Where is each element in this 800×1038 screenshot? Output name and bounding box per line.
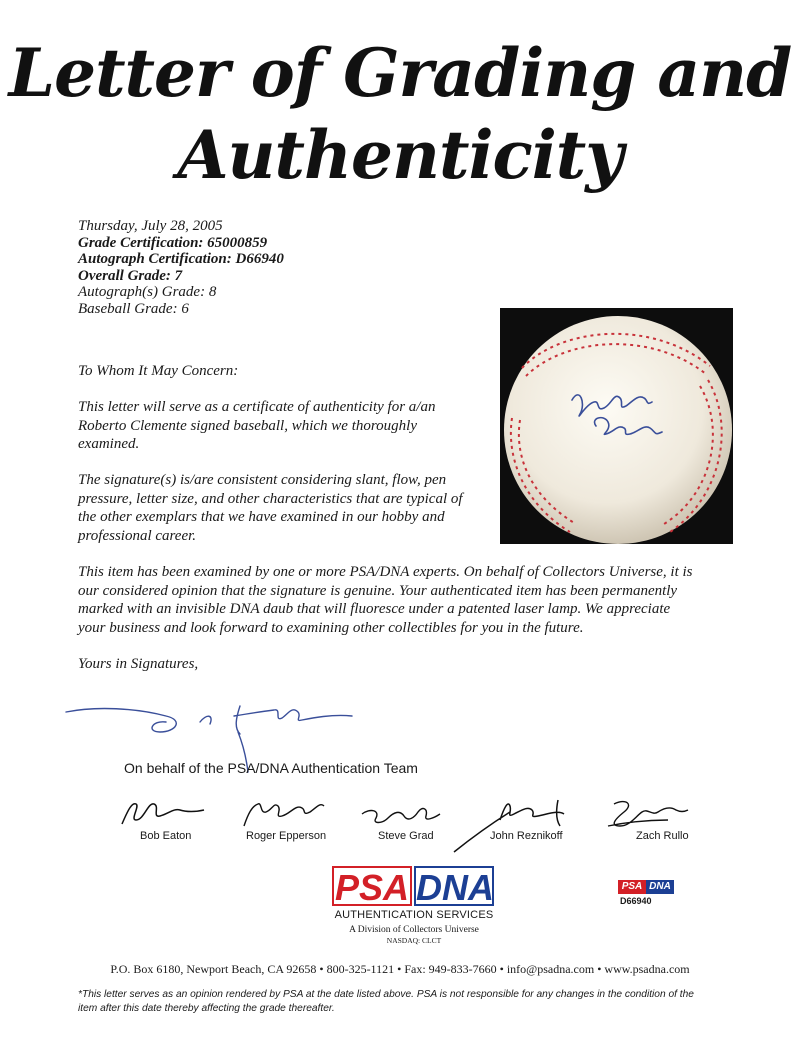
- page-title-line1: Letter of Grading and: [8, 34, 792, 112]
- sticker-code: D66940: [620, 896, 652, 906]
- disclaimer-line: *This letter serves as an opinion rendered by PSA at the date listed above. PSA is not responsible for any changes in the condition of the: [78, 989, 694, 1000]
- paragraph-certificate: [78, 398, 435, 454]
- disclaimer: [78, 988, 728, 1016]
- page-title-line2: Authenticity: [177, 116, 623, 194]
- signature-john-reznikoff: [448, 796, 578, 861]
- paragraph-line: examined.: [78, 436, 140, 453]
- certification-sticker: [618, 880, 676, 908]
- paragraph-line: pressure, letter size, and other characteristics that are typical of: [78, 490, 463, 507]
- sticker-psa-text: PSA: [618, 880, 646, 894]
- letter-date: Thursday, July 28, 2005: [78, 218, 223, 234]
- grade-certification: Grade Certification: 65000859: [78, 234, 268, 251]
- autograph-certification: Autograph Certification: D66940: [78, 251, 284, 267]
- team-member-name: Roger Epperson: [246, 830, 327, 842]
- team-member-name: John Reznikoff: [490, 830, 563, 842]
- paragraph-signature-analysis: [78, 471, 463, 545]
- paragraph-line: This letter will serve as a certificate of authenticity for a/an: [78, 399, 436, 415]
- paragraph-line: the other exemplars that we have examined in our hobby and: [78, 509, 445, 526]
- paragraph-line: professional career.: [78, 527, 197, 544]
- paragraph-expert-opinion: [78, 563, 693, 637]
- paragraph-line: Roberto Clemente signed baseball, which we thoroughly: [78, 417, 417, 434]
- baseball-grade: Baseball Grade: 6: [78, 300, 189, 317]
- paragraph-line: marked with an invisible DNA daub that will fluoresce under a patented laser lamp. We appreciate: [78, 601, 671, 618]
- nasdaq-label: NASDAQ: CLCT: [386, 936, 442, 945]
- logo-psa-text: PSA: [332, 866, 412, 906]
- paragraph-line: This item has been examined by one or more PSA/DNA experts. On behalf of Collectors Universe, it is: [78, 564, 693, 580]
- salutation: To Whom It May Concern:: [78, 363, 239, 379]
- contact-address: P.O. Box 6180, Newport Beach, CA 92658 • 800-325-1121 • Fax: 949-833-7660 • info@psadna.com • www.psadna.com: [110, 962, 690, 976]
- baseball-photo: [500, 308, 733, 544]
- closing: Yours in Signatures,: [78, 656, 199, 672]
- overall-grade: Overall Grade: 7: [78, 267, 183, 284]
- sticker-dna-text: DNA: [646, 880, 674, 894]
- authentication-services-label: AUTHENTICATION SERVICES: [334, 909, 494, 921]
- logo-dna-text: DNA: [416, 867, 494, 908]
- paragraph-line: The signature(s) is/are consistent considering slant, flow, pen: [78, 472, 447, 488]
- paragraph-line: your business and look forward to examining other collectibles for you in the future.: [78, 619, 584, 636]
- on-behalf-text: On behalf of the PSA/DNA Authentication Team: [124, 760, 418, 776]
- certificate-header: [78, 218, 498, 317]
- team-member-name: Bob Eaton: [140, 830, 192, 842]
- paragraph-line: our considered opinion that the signature is genuine. Your authenticated item has been permanently: [78, 582, 678, 599]
- autograph-grade: Autograph(s) Grade: 8: [78, 284, 217, 300]
- team-member-name: Zach Rullo: [636, 830, 689, 842]
- team-member-name: Steve Grad: [378, 830, 434, 842]
- disclaimer-line: item after this date thereby affecting the grade thereafter.: [78, 1003, 335, 1014]
- division-label: A Division of Collectors Universe: [349, 925, 479, 935]
